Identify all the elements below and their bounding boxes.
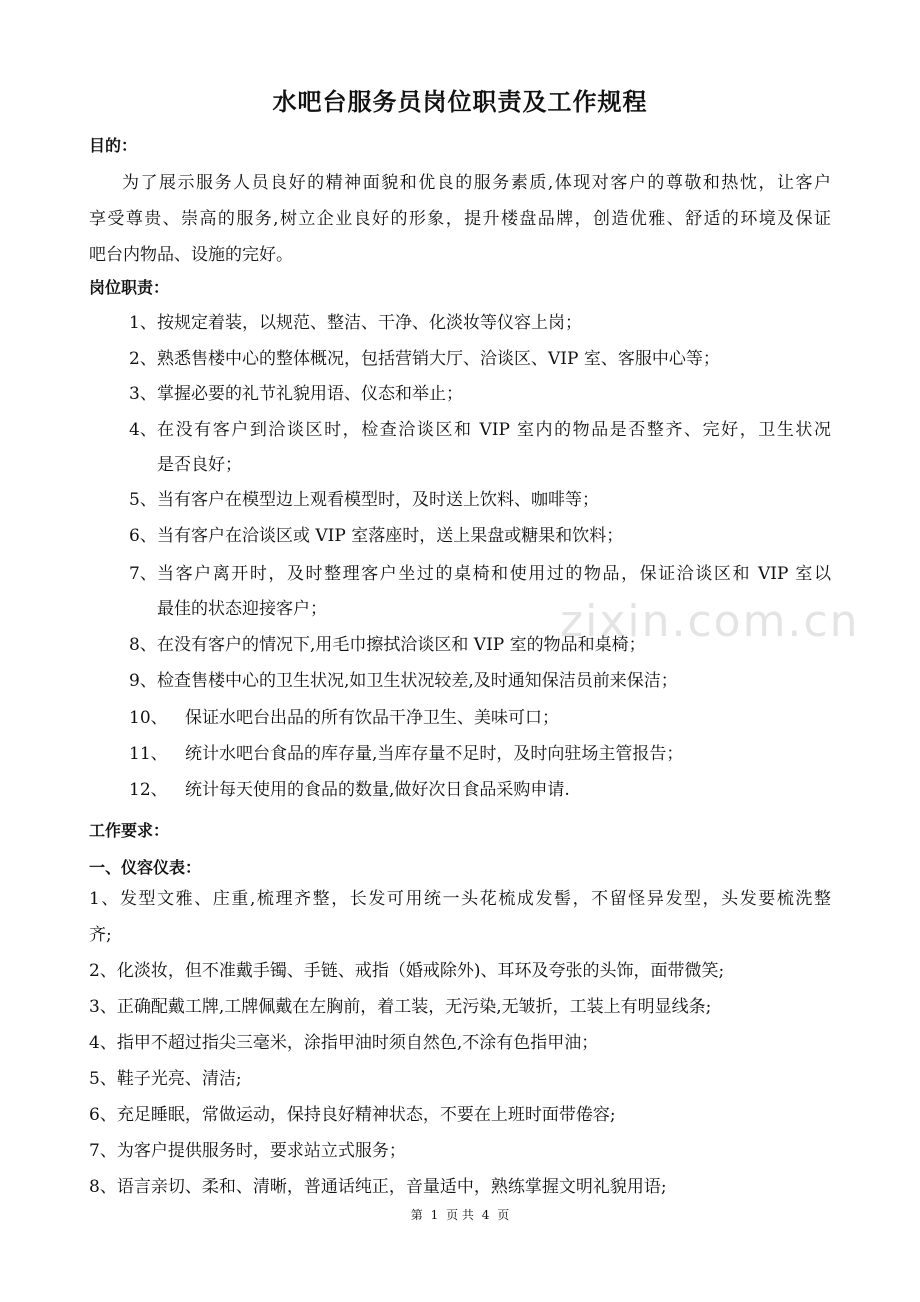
purpose-line: 享受尊贵、崇高的服务,树立企业良好的形象，提升楼盘品牌，创造优雅、舒适的环境及保证 — [89, 209, 831, 229]
requirement-item: 5、鞋子光亮、清洁; — [89, 1069, 242, 1089]
duty-number: 7、 — [129, 564, 157, 584]
requirement-item: 1、发型文雅、庄重,梳理齐整，长发可用统一头花梳成发髻，不留怪异发型，头发要梳洗整 — [89, 889, 831, 909]
duty-item: 检查售楼中心的卫生状况,如卫生状况较差,及时通知保洁员前来保洁； — [157, 671, 678, 691]
duty-number: 9、 — [129, 671, 157, 691]
duty-item: 统计每天使用的食品的数量,做好次日食品采购申请. — [185, 780, 570, 800]
duty-item: 当有客户在洽谈区或 VIP 室落座时，送上果盘或糖果和饮料； — [157, 526, 624, 546]
footer-mid: 页 共 — [446, 1208, 474, 1222]
duty-item: 统计水吧台食品的库存量,当库存量不足时，及时向驻场主管报告； — [185, 744, 684, 764]
page-footer — [0, 1206, 920, 1224]
requirements-subheading: 一、仪容仪表： — [89, 858, 202, 877]
duty-number: 11、 — [129, 744, 168, 764]
duty-item: 在没有客户到洽谈区时，检查洽谈区和 VIP 室内的物品是否整齐、完好，卫生状况 — [157, 420, 831, 440]
duty-item: 当有客户在模型边上观看模型时，及时送上饮料、咖啡等； — [157, 490, 599, 510]
footer-total-pages: 4 — [481, 1208, 490, 1222]
requirement-item-continued: 齐; — [89, 925, 112, 945]
duty-item: 熟悉售楼中心的整体概况，包括营销大厅、洽谈区、VIP 室、客服中心等； — [157, 349, 720, 369]
purpose-line: 为了展示服务人员良好的精神面貌和优良的服务素质,体现对客户的尊敬和热忱，让客户 — [122, 173, 831, 193]
duty-number: 4、 — [129, 420, 157, 440]
requirement-item: 8、语言亲切、柔和、清晰，普通话纯正，音量适中，熟练掌握文明礼貌用语; — [89, 1177, 667, 1197]
duty-number: 1、 — [129, 313, 157, 333]
footer-suffix: 页 — [497, 1208, 510, 1222]
footer-prefix: 第 — [410, 1208, 423, 1222]
requirement-item: 2、化淡妆，但不准戴手镯、手链、戒指（婚戒除外)、耳环及夸张的头饰，面带微笑; — [89, 961, 725, 981]
footer-page-number: 1 — [430, 1208, 439, 1222]
requirement-item: 7、为客户提供服务时，要求站立式服务； — [89, 1141, 406, 1161]
duty-number: 12、 — [129, 780, 168, 800]
duty-item: 当客户离开时，及时整理客户坐过的桌椅和使用过的物品，保证洽谈区和 VIP 室以 — [157, 564, 831, 584]
duty-item-continued: 最佳的状态迎接客户； — [157, 599, 327, 619]
duty-number: 2、 — [129, 349, 157, 369]
purpose-heading: 目的： — [89, 136, 138, 155]
requirements-heading: 工作要求： — [89, 821, 170, 840]
duties-heading: 岗位职责： — [89, 278, 170, 297]
duty-number: 3、 — [129, 384, 157, 404]
duty-number: 5、 — [129, 490, 157, 510]
requirement-item: 3、正确配戴工牌,工牌佩戴在左胸前，着工装，无污染,无皱折，工装上有明显线条; — [89, 997, 712, 1017]
purpose-line: 吧台内物品、设施的完好。 — [89, 245, 293, 265]
watermark: zixin.com.cn — [560, 596, 860, 647]
duty-item-continued: 是否良好； — [157, 455, 242, 475]
requirement-item: 6、充足睡眠，常做运动，保持良好精神状态，不要在上班时面带倦容; — [89, 1105, 616, 1125]
duty-number: 8、 — [129, 635, 157, 655]
duty-item: 按规定着装，以规范、整洁、干净、化淡妆等仪容上岗； — [157, 313, 582, 333]
document-title: 水吧台服务员岗位职责及工作规程 — [272, 88, 648, 116]
duty-number: 6、 — [129, 526, 157, 546]
duty-number: 10、 — [129, 708, 168, 728]
duty-item: 在没有客户的情况下,用毛巾擦拭洽谈区和 VIP 室的物品和桌椅； — [157, 635, 646, 655]
requirement-item: 4、指甲不超过指尖三毫米，涂指甲油时须自然色,不涂有色指甲油； — [89, 1033, 599, 1053]
duty-item: 掌握必要的礼节礼貌用语、仪态和举止； — [157, 384, 463, 404]
duty-item: 保证水吧台出品的所有饮品干净卫生、美味可口； — [185, 708, 559, 728]
